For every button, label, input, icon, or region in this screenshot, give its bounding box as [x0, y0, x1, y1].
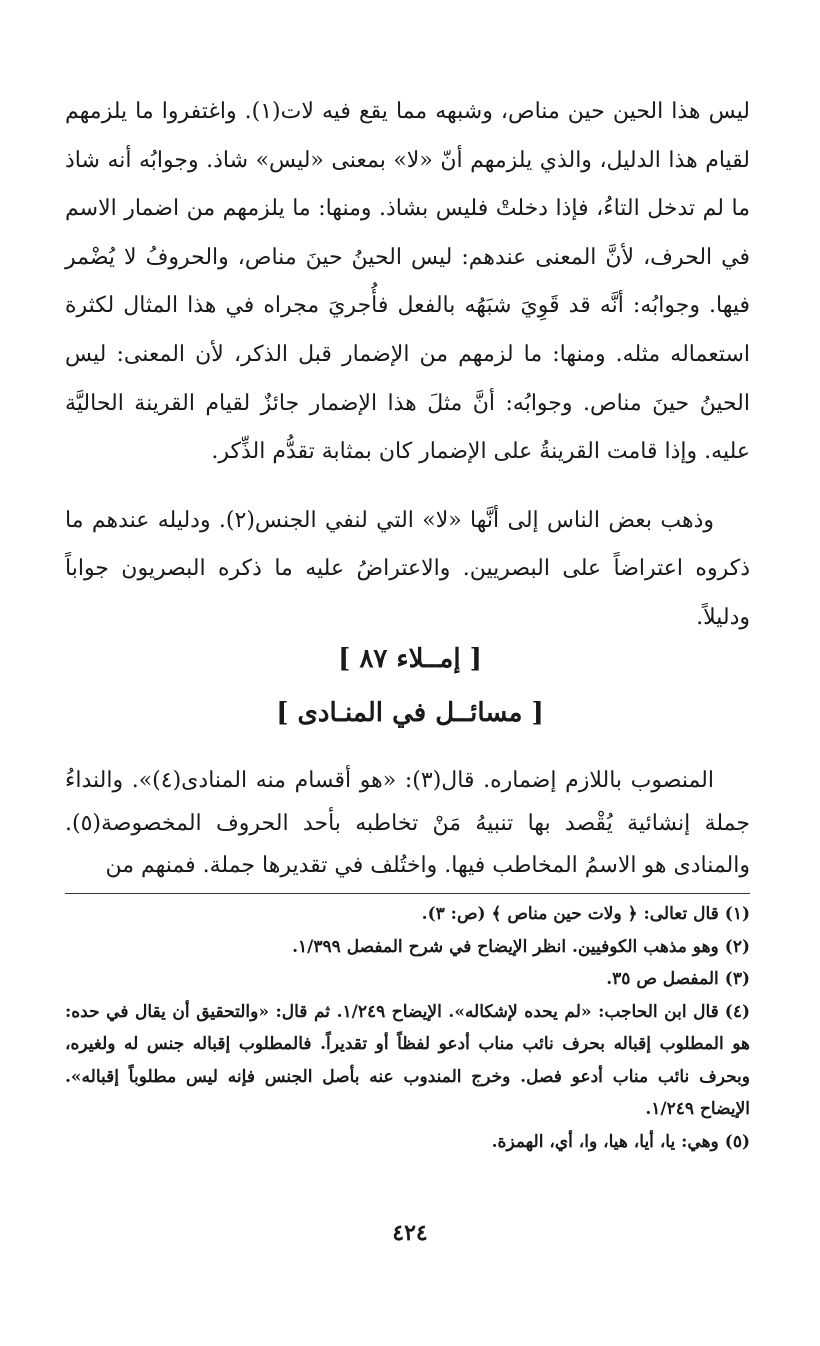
footnote-text: وهو مذهب الكوفيين. انظر الإيضاح في شرح المفصل ١/٣٩٩.: [292, 936, 719, 957]
footnote-number: (١): [724, 904, 750, 924]
page-number: ٤٢٤: [392, 1220, 428, 1246]
footnote-number: (٢): [724, 936, 750, 957]
main-text: [65, 88, 750, 643]
footnote-5: [65, 1126, 750, 1159]
footnote-number: (٤): [724, 1001, 750, 1022]
footnote-number: (٥): [724, 1131, 750, 1152]
section-paragraph: المنصوب باللازم إضماره. قال(٣): «هو أقسام منه المنادى(٤)». والنداءُ جملة إنشائية يُقْصد بها تنبيهُ مَنْ تخاطبه بأحد الحروف المخصوصة(٥). والمنادى هو الاسمُ المخاطب فيها. واختُلف في تقديرها جملة. فمنهم من: [65, 768, 750, 878]
footnote-4: [65, 996, 750, 1126]
footnote-3: [65, 963, 750, 996]
footnote-text: وهي: يا، أيا، هيا، وا، أي، الهمزة.: [491, 1131, 719, 1152]
footnotes: [65, 898, 750, 1158]
section-text: [65, 760, 750, 888]
section-heading: [ مسائــل في المنـادى ]: [276, 698, 544, 728]
footnote-text: قال ابن الحاجب: «لم يحده لإشكاله». الإيضاح ١/٢٤٩. ثم قال: «والتحقيق أن يقال في حده: هو المطلوب إقباله بحرف نائب مناب أدعو لفظاً أو تقديراً. فالمطلوب إقباله جنس له ولغيره، وبحرف نائب مناب أدعو فصل. وخرج المندوب عنه بأصل الجنس فإنه ليس مطلوباً إقباله». الإيضاح ١/٢٤٩.: [65, 1001, 750, 1119]
paragraph-2: وذهب بعض الناس إلى أنَّها «لا» التي لنفي الجنس(٢). ودليله عندهم ما ذكروه اعتراضاً على البصريين. والاعتراضُ عليه ما ذكره البصريون جواباً ودليلاً.: [65, 507, 750, 630]
footnote-text: المفصل ص ٣٥.: [606, 969, 719, 989]
dictation-heading: [ إمــلاء ٨٧ ]: [338, 644, 482, 674]
footnote-1: [65, 898, 750, 931]
footnote-2: [65, 931, 750, 964]
paragraph-1: ليس هذا الحين حين مناص، وشبهه مما يقع فيه لات(١). واغتفروا ما يلزمهم لقيام هذا الدليل، والذي يلزمهم أنّ «لا» بمعنى «ليس» شاذ. وجوابُه أنه شاذ ما لم تدخل التاءُ، فإذا دخلتْ فليس بشاذ. ومنها: ما يلزمهم من اضمار الاسم في الحرف، لأنَّ المعنى عندهم: ليس الحينُ حينَ مناص، والحروفُ لا يُضْمر فيها. وجوابُه: أنَّه قد قَوِيَ شبَهُه بالفعل فأُجريَ مجراه في هذا المثال لكثرة استعماله مثله. ومنها: ما لزمهم من الإضمار قبل الذكر، لأن المعنى: ليس الحينُ حينَ مناص. وجوابُه: أنَّ مثلَ هذا الإضمار جائزٌ لقيام القرينة الحاليَّة عليه. وإذا قامت القرينةُ على الإضمار كان بمثابة تقدُّم الذِّكر.: [65, 99, 750, 465]
footnote-number: (٣): [724, 969, 750, 989]
footnote-divider: [65, 893, 750, 894]
footnote-text: قال تعالى: ﴿ ولات حين مناص ﴾ (ص: ٣).: [421, 904, 719, 924]
